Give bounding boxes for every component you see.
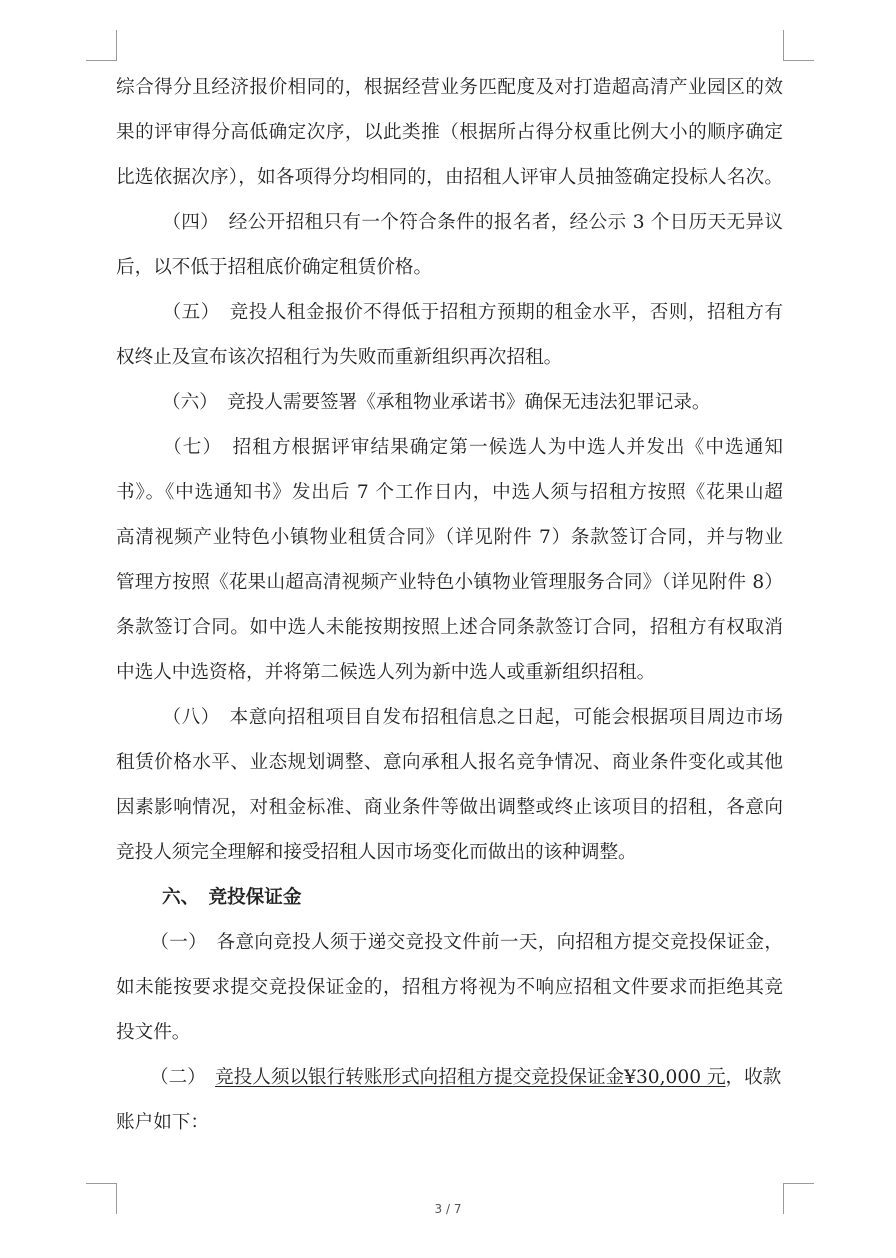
- text-line: 综合得分且经济报价相同的，根据经营业务匹配度及对打造超高清产业园区的效: [116, 77, 783, 98]
- text-line: 比选依据次序），如各项得分均相同的，由招租人评审人员抽签确定投标人名次。: [116, 167, 783, 188]
- text-line: 因素影响情况，对租金标准、商业条件等做出调整或终止该项目的招租，各意向: [116, 797, 783, 818]
- page-number: 3 / 7: [434, 1202, 462, 1216]
- text-line: 投文件。: [116, 1022, 191, 1043]
- text-line: 竞投人须完全理解和接受招租人因市场变化而做出的该种调整。: [116, 842, 637, 863]
- text-line: 中选人中选资格，并将第二候选人列为新中选人或重新组织招租。: [116, 662, 656, 683]
- deposit-clause-2-line-1: （二） 竞投人须以银行转账形式向招租方提交竞投保证金¥30,000 元，收款: [150, 1067, 782, 1088]
- text-line: 租赁价格水平、业态规划调整、意向承租人报名竞争情况、商业条件变化或其他: [116, 752, 783, 773]
- clause-7-line-1: （七） 招租方根据评审结果确定第一候选人为中选人并发出《中选通知: [162, 437, 783, 458]
- crop-mark-top-right: [783, 30, 814, 61]
- clause-8-line-1: （八） 本意向招租项目自发布招租信息之日起，可能会根据项目周边市场: [162, 707, 783, 728]
- text-line: 书》。《中选通知书》发出后 7 个工作日内，中选人须与招租方按照《花果山超: [116, 482, 783, 503]
- text-line: 条款签订合同。如中选人未能按期按照上述合同条款签订合同，招租方有权取消: [116, 617, 783, 638]
- crop-mark-top-left: [86, 30, 117, 61]
- deposit-clause-2-line-2: 账户如下：: [116, 1112, 209, 1133]
- text-line: 如未能按要求提交竞投保证金的，招租方将视为不响应招租文件要求而拒绝其竞: [116, 977, 783, 998]
- section-heading-deposit: 六、 竞投保证金: [162, 887, 302, 908]
- deposit-clause-1-line-1: （一） 各意向竞投人须于递交竞投文件前一天，向招租方提交竞投保证金，: [150, 932, 783, 953]
- text-line: 果的评审得分高低确定次序，以此类推（根据所占得分权重比例大小的顺序确定: [116, 122, 783, 143]
- clause-4-line-2: 后，以不低于招租底价确定租赁价格。: [116, 257, 433, 278]
- clause-5-line-2: 权终止及宣布该次招租行为失败而重新组织再次招租。: [116, 347, 563, 368]
- text-line: 管理方按照《花果山超高清视频产业特色小镇物业管理服务合同》（详见附件 8）: [116, 572, 783, 593]
- clause-5-line-1: （五） 竞投人租金报价不得低于招租方预期的租金水平，否则，招租方有: [162, 302, 783, 323]
- clause-6-line-1: （六） 竞投人需要签署《承租物业承诺书》确保无违法犯罪记录。: [162, 392, 711, 413]
- text-line: 高清视频产业特色小镇物业租赁合同》（详见附件 7）条款签订合同，并与物业: [116, 527, 783, 548]
- underlined-deposit-amount: 竞投人须以银行转账形式向招租方提交竞投保证金¥30,000 元: [215, 1067, 726, 1088]
- clause-4-line-1: （四） 经公开招租只有一个符合条件的报名者，经公示 3 个日历天无异议: [162, 212, 783, 233]
